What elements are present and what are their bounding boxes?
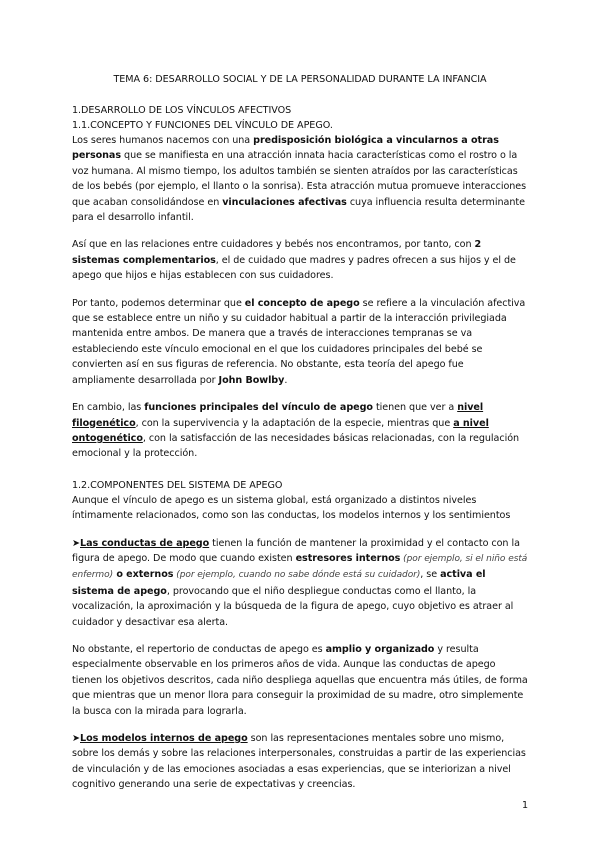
- paragraph-componentes: Aunque el vínculo de apego es un sistema global, está organizado a distintos niveles íntimamente relacionados, como son las conductas, los modelos internos y los sentimientos: [72, 494, 511, 522]
- section-heading-1: 1.DESARROLLO DE LOS VÍNCULOS AFECTIVOS: [72, 105, 292, 116]
- paragraph-funciones: En cambio, las funciones principales del vínculo de apego tienen que ver a nivel filogenético, con la supervivencia y la adaptación de la especie, mientras que a nivel ontogenético, con la satisfacción de las necesidades básicas relacionadas, con la regulación emocional y la protección.: [72, 402, 520, 460]
- paragraph-repertorio: No obstante, el repertorio de conductas de apego es amplio y organizado y resulta especialmente observable en los primeros años de vida. Aunque las conductas de apego tienen los objetivos descritos, cada niño despliega aquellas que encuentra más útiles, de forma que mientras que un menor llora para conseguir la proximidad de su madre, otro simplemente la busca con la mirada para lograrla.: [72, 643, 528, 717]
- paragraph-predisposicion: Los seres humanos nacemos con una predisposición biológica a vincularnos a otras personas que se manifiesta en una atracción innata hacia características como el rostro o la voz humana. Al mismo tiempo, los adultos también se sienten atraídos por las características de los bebés (por ejemplo, el llanto o la sonrisa). Esta atracción mutua promueve interacciones que acaban consolidándose en vinculaciones afectivas cuya influencia resulta determinante para el desarrollo infantil.: [72, 135, 527, 224]
- bullet-arrow-icon: ➤: [72, 537, 80, 549]
- bullet-arrow-icon: ➤: [72, 733, 80, 744]
- paragraph-sistemas: Así que en las relaciones entre cuidadores y bebés nos encontramos, por tanto, con 2 sistemas complementarios, el de cuidado que madres y padres ofrecen a sus hijos y el de apego que hijos e hijas establecen con sus cuidadores.: [72, 239, 516, 282]
- document-title: TEMA 6: DESARROLLO SOCIAL Y DE LA PERSONALIDAD DURANTE LA INFANCIA: [113, 74, 487, 85]
- subsection-heading-1-1: 1.1.CONCEPTO Y FUNCIONES DEL VÍNCULO DE APEGO.: [72, 120, 333, 131]
- page-number: 1: [521, 800, 528, 811]
- paragraph-modelos-internos: ➤Los modelos internos de apego son las representaciones mentales sobre uno mismo, sobre los demás y sobre las relaciones interpersonales, construidas a partir de las experiencias de vinculación y de las emociones asociadas a esas experiencias, que se interiorizan a nivel cognitivo generando una serie de expectativas y creencias.: [72, 733, 526, 791]
- paragraph-conductas: ➤Las conductas de apego tienen la función de mantener la proximidad y el contacto con la figura de apego. De modo que cuando existen estresores internos (por ejemplo, si el niño está enfermo) o externos (por ejemplo, cuando no sabe dónde está su cuidador), se activa el sistema de apego, provocando que el niño despliegue conductas como el llanto, la vocalización, la aproximación y la búsqueda de la figura de apego, cuyo objetivo es atraer al cuidador y desactivar esa alerta.: [72, 537, 528, 628]
- subsection-heading-1-2: 1.2.COMPONENTES DEL SISTEMA DE APEGO: [72, 479, 283, 491]
- paragraph-concepto-apego: Por tanto, podemos determinar que el concepto de apego se refiere a la vinculación afectiva que se establece entre un niño y su cuidador habitual a partir de la interacción privilegiada mantenida entre ambos. De manera que a través de interacciones tempranas se va estableciendo este vínculo emocional en el que los cuidadores principales del bebé se convierten así en sus figuras de referencia. No obstante, esta teoría del apego fue ampliamente desarrollada por John Bowlby.: [72, 297, 526, 386]
